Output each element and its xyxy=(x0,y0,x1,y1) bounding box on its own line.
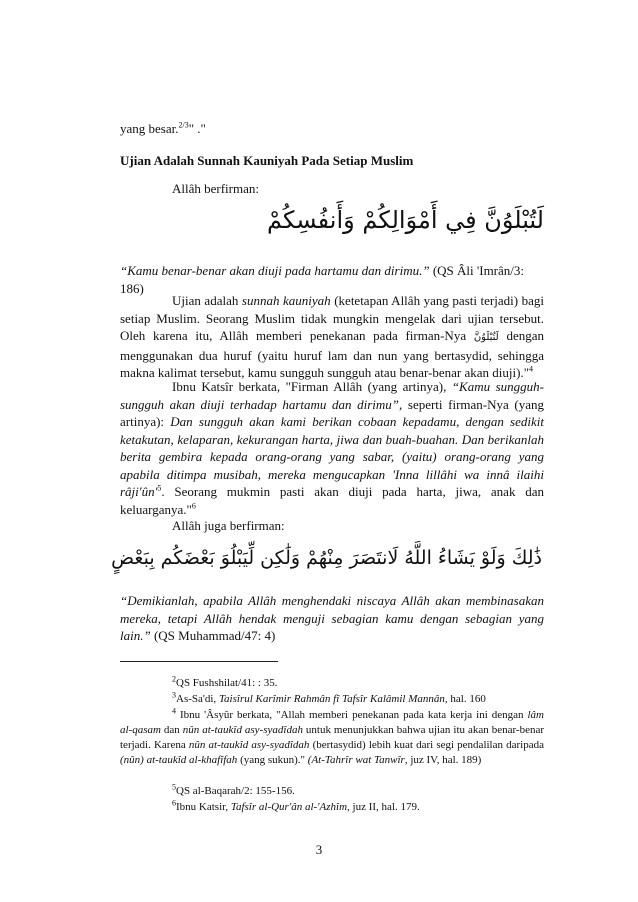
footnote-2-number: 2 xyxy=(172,674,176,684)
translation-1-italic: “Kamu benar-benar akan diuji pada hartamu dan dirimu.” xyxy=(120,263,430,278)
footnote-4-italic-2: nûn at-taukîd asy-syadîdah xyxy=(182,724,303,736)
footnote-3 xyxy=(120,692,544,707)
footnote-4-text-1: Ibnu 'Âsyûr berkata, "Allah memberi penekanan pada kata kerja ini dengan xyxy=(176,709,528,721)
footnote-ref-5: 5 xyxy=(157,483,162,493)
footnote-3-title: Taisîrul Karîmir Rahmân fî Tafsîr Kalâmil Mannân xyxy=(218,693,445,705)
paragraph-ibnu-katsir xyxy=(120,378,544,518)
para-katsir-italic-2: Dan sungguh akan kami berikan cobaan kepadamu, dengan sedikit ketakutan, kelaparan, kekurangan harta, jiwa dan buah-buahan. Dan berikanlah berita gembira kepada orang-orang yang sabar, (yaitu) orang-orang yang apabila ditimpa musibah, mereka mengucapkan 'Inna lillâhi wa innâ ilaihi râji'ûn' xyxy=(120,414,544,499)
translation-2 xyxy=(120,592,544,645)
translation-2-italic: “Demikianlah, apabila Allâh menghendaki niscaya Allâh akan membinasakan mereka, tetapi Allâh hendak menguji sebagian kamu dengan sebagian yang lain.” xyxy=(120,593,544,643)
footnote-6-text-2: , juz II, hal. 179. xyxy=(347,801,420,813)
para-ujian-text-1: Ujian adalah xyxy=(172,293,242,308)
page-number: 3 xyxy=(315,842,323,857)
footnote-ref-6: 6 xyxy=(191,501,196,511)
arabic-verse-2: ذَٰلِكَ وَلَوْ يَشَاءُ اللَّهُ لَانتَصَرَ مِنْهُمْ وَلَٰكِن لِّيَبْلُوَ بَعْضَكُم بِبَعْضٍ xyxy=(111,547,542,569)
footnote-6-number: 6 xyxy=(172,798,176,808)
footnote-separator xyxy=(120,661,278,662)
para-ujian-italic-1: sunnah kauniyah xyxy=(241,293,331,308)
footnote-3-number: 3 xyxy=(172,690,176,700)
para-katsir-text-2: , seperti firman-Nya (yang artinya): xyxy=(120,396,544,429)
footnote-ref-2-3: 2/3 xyxy=(178,120,189,130)
footnote-4-number: 4 xyxy=(172,706,176,716)
footnote-4-italic-4: (nûn) at-taukîd al-khafîfah xyxy=(120,754,238,766)
continuation-line xyxy=(120,120,544,138)
continuation-text: yang besar. xyxy=(120,121,179,136)
paragraph-ujian xyxy=(120,292,544,382)
footnote-6-title: Tafsîr al-Qur'ân al-'Azhîm xyxy=(230,801,348,813)
para-ujian-arabic: لَتُبْلَوُنَّ xyxy=(473,332,499,343)
footnote-4 xyxy=(120,708,544,768)
footnote-5-number: 5 xyxy=(172,782,176,792)
para-katsir-text-3: . Seorang mukmin pasti akan diuji pada harta, jiwa, anak dan keluarganya." xyxy=(120,484,544,517)
footnote-2 xyxy=(120,676,544,691)
footnote-2-text: QS Fushshilat/41: : 35. xyxy=(176,677,278,689)
footnote-6 xyxy=(120,800,544,815)
para-katsir-text-1: Ibnu Katsîr berkata, "Firman Allâh (yang artinya), xyxy=(172,379,452,394)
translation-2-ref: (QS Muhammad/47: 4) xyxy=(150,628,276,643)
allah-berfirman-2: Allâh juga berfirman: xyxy=(172,518,285,533)
footnote-4-text-6: , juz IV, hal. 189) xyxy=(404,754,482,766)
para-katsir-italic-1: “Kamu sungguh-sungguh akan diuji terhadap hartamu dan dirimu” xyxy=(120,379,544,412)
allah-berfirman-1: Allâh berfirman: xyxy=(172,181,259,196)
footnote-4-text-4: (bertasydid) lebih kuat dari segi pendalilan daripada xyxy=(309,739,544,751)
section-heading: Ujian Adalah Sunnah Kauniyah Pada Setiap Muslim xyxy=(120,153,414,168)
translation-1-ref: (QS Âli 'Imrân/3: 186) xyxy=(120,263,525,296)
footnote-3-text-1: As-Sa'di, xyxy=(176,693,219,705)
footnote-4-text-2: dan xyxy=(160,724,183,736)
arabic-verse-1: لَتُبْلَوُنَّ فِي أَمْوَالِكُمْ وَأَنفُسِكُمْ xyxy=(267,206,544,234)
para-ujian-text-3: dengan menggunakan dua huruf (yaitu huruf lam dan nun yang bertasydid, sehingga makna kalimat tersebut, kamu sungguh sungguh atau benar-benar akan diuji)." xyxy=(120,328,545,380)
footnote-3-text-2: , hal. 160 xyxy=(444,693,486,705)
footnote-6-text-1: Ibnu Katsir, xyxy=(176,801,231,813)
footnote-4-italic-5: (At-Tahrîr wat Tanwîr xyxy=(307,754,405,766)
para-ujian-text-2: (ketetapan Allâh yang pasti terjadi) bagi setiap Muslim. Seorang Muslim tidak mungkin mengelak dari ujian tersebut. Oleh karena itu, Allâh memberi penekanan pada firman-Nya xyxy=(120,293,544,343)
footnote-4-italic-1: lâm al-qasam xyxy=(120,709,544,736)
footnote-4-text-3: untuk menunjukkan bahwa ujian itu akan benar-benar terjadi. Karena xyxy=(120,724,544,751)
footnote-ref-4: 4 xyxy=(529,364,534,374)
footnote-5-text: QS al-Baqarah/2: 155-156. xyxy=(176,785,295,797)
continuation-tail: " ." xyxy=(188,121,206,136)
footnote-5 xyxy=(120,784,544,799)
footnote-4-italic-3: nûn at-taukîd asy-syadîdah xyxy=(188,739,310,751)
footnote-4-text-5: (yang sukun)." xyxy=(237,754,308,766)
